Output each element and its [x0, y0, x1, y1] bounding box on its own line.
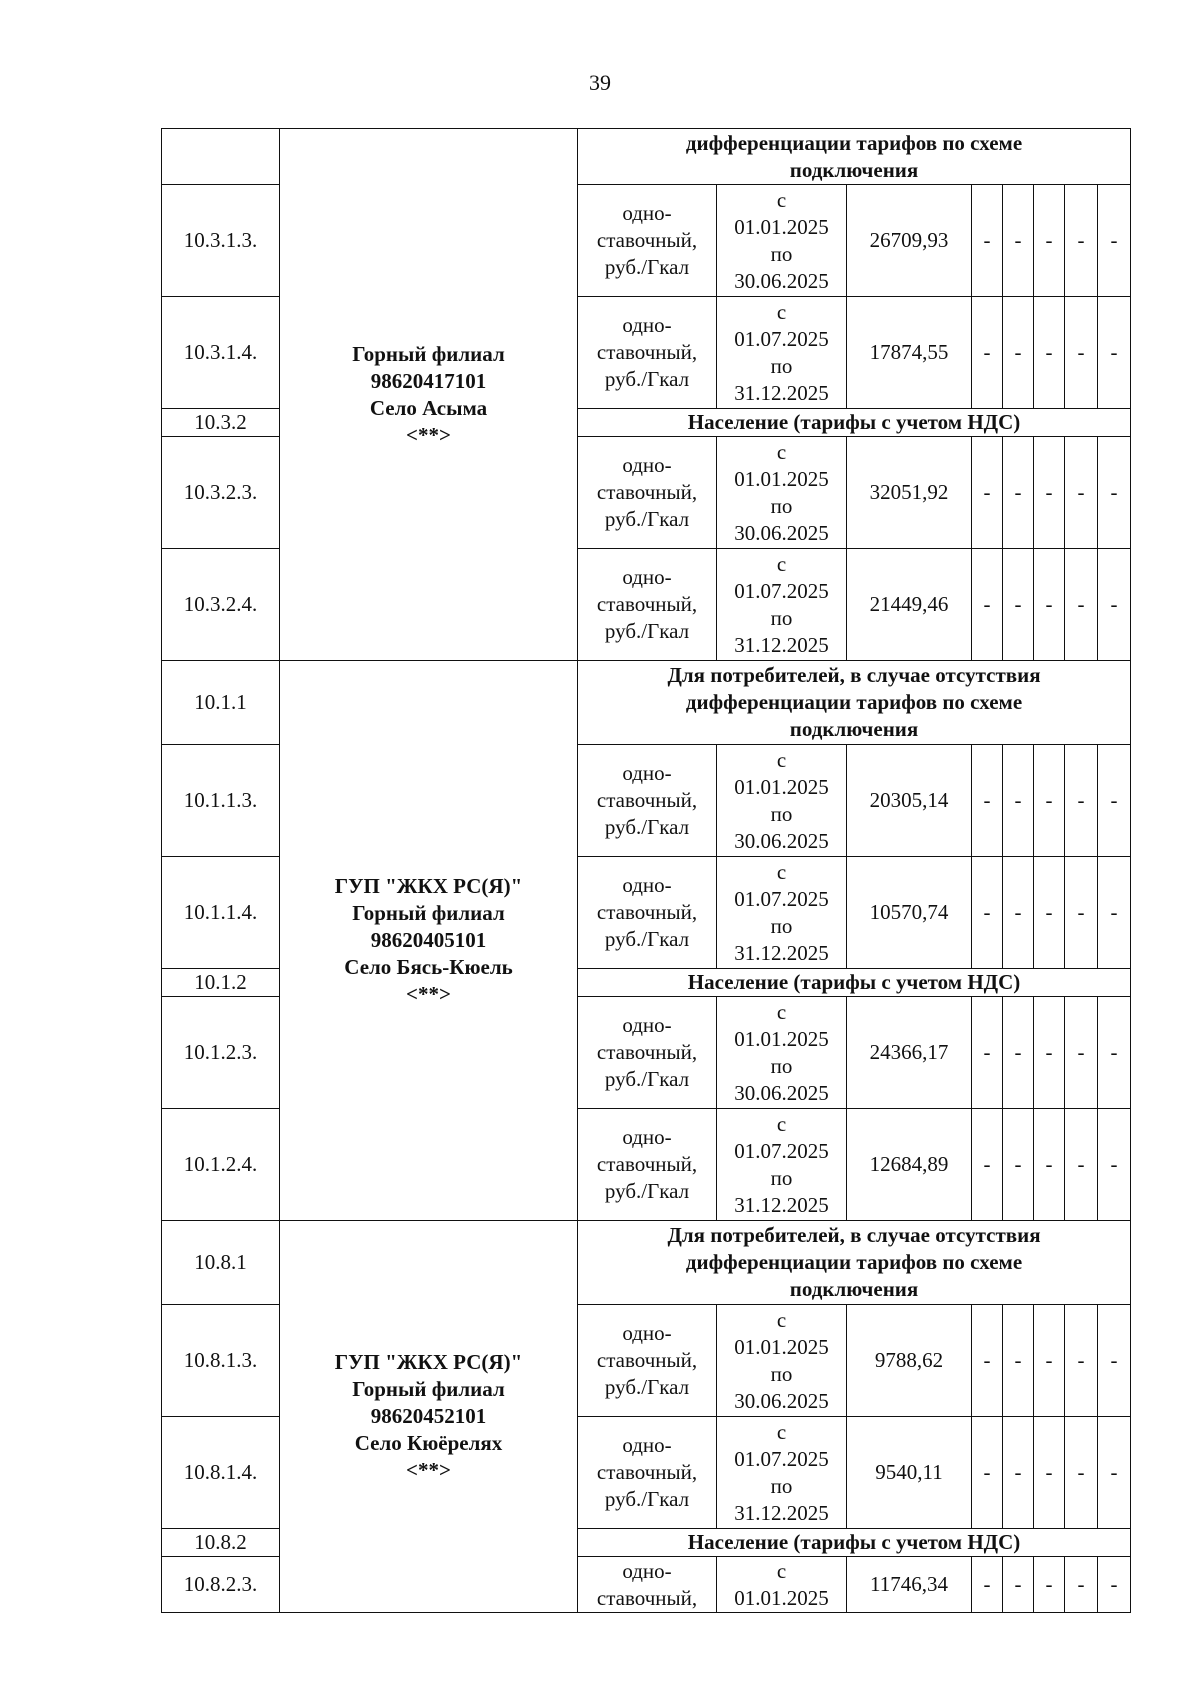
tariff-value: 21449,46: [847, 549, 972, 661]
empty-value-cell: -: [1003, 1305, 1034, 1417]
row-code: [162, 129, 280, 185]
tariff-kind: одно-ставочный,: [578, 1557, 717, 1613]
period-line: по: [770, 1473, 793, 1498]
section-heading: Население (тарифы с учетом НДС): [578, 409, 1131, 437]
tariff-period: [717, 437, 847, 549]
period-line: 30.06.2025: [734, 828, 829, 853]
row-code: 10.1.1.4.: [162, 857, 280, 969]
empty-value-cell: -: [1065, 997, 1098, 1109]
tariff-kind: одно-ставочный, руб./Гкал: [578, 185, 717, 297]
empty-value-cell: -: [1034, 297, 1065, 409]
tariff-kind: одно-ставочный, руб./Гкал: [578, 1417, 717, 1529]
tariff-value: 20305,14: [847, 745, 972, 857]
empty-value-cell: -: [1034, 1417, 1065, 1529]
empty-value-cell: -: [1065, 549, 1098, 661]
row-code: 10.1.2: [162, 969, 280, 997]
row-code: 10.3.2.4.: [162, 549, 280, 661]
empty-value-cell: -: [972, 1109, 1003, 1221]
period-line: по: [770, 1165, 793, 1190]
row-code: 10.8.1.4.: [162, 1417, 280, 1529]
empty-value-cell: -: [972, 185, 1003, 297]
row-code: 10.1.2.4.: [162, 1109, 280, 1221]
period-line: с: [776, 1558, 787, 1583]
empty-value-cell: -: [1098, 437, 1131, 549]
tariff-value: 32051,92: [847, 437, 972, 549]
tariff-kind: одно-ставочный, руб./Гкал: [578, 997, 717, 1109]
tariff-kind: одно-ставочный, руб./Гкал: [578, 745, 717, 857]
period-line: 01.01.2025: [734, 1026, 829, 1051]
row-code: 10.3.1.3.: [162, 185, 280, 297]
tariff-kind: одно-ставочный, руб./Гкал: [578, 297, 717, 409]
row-code: 10.3.2: [162, 409, 280, 437]
empty-value-cell: -: [1098, 185, 1131, 297]
organization-line: Село Кюёрелях: [354, 1431, 503, 1455]
empty-value-cell: -: [1098, 1557, 1131, 1613]
tariff-period: [717, 1305, 847, 1417]
empty-value-cell: -: [1034, 437, 1065, 549]
period-line: 01.07.2025: [734, 1138, 829, 1163]
empty-value-cell: -: [972, 297, 1003, 409]
organization-line: Горный филиал: [352, 1377, 505, 1401]
empty-value-cell: -: [1098, 297, 1131, 409]
row-code: 10.1.1.3.: [162, 745, 280, 857]
period-line: 31.12.2025: [734, 940, 829, 965]
organization-line: 98620417101: [370, 368, 487, 393]
empty-value-cell: -: [1034, 549, 1065, 661]
row-code: 10.3.1.4.: [162, 297, 280, 409]
tariff-kind: одно-ставочный, руб./Гкал: [578, 1305, 717, 1417]
tariff-kind: одно-ставочный, руб./Гкал: [578, 857, 717, 969]
empty-value-cell: -: [1098, 857, 1131, 969]
empty-value-cell: -: [1098, 1417, 1131, 1529]
period-line: по: [770, 1361, 793, 1386]
empty-value-cell: -: [1034, 997, 1065, 1109]
empty-value-cell: -: [1003, 745, 1034, 857]
empty-value-cell: -: [972, 997, 1003, 1109]
organization-line: ГУП "ЖКХ РС(Я)": [334, 874, 523, 898]
tariff-kind: одно-ставочный, руб./Гкал: [578, 549, 717, 661]
period-line: 01.01.2025: [734, 1334, 829, 1359]
empty-value-cell: -: [1065, 745, 1098, 857]
empty-value-cell: -: [1003, 1417, 1034, 1529]
period-line: 01.01.2025: [734, 774, 829, 799]
tariff-period: [717, 1109, 847, 1221]
empty-value-cell: -: [1098, 1305, 1131, 1417]
empty-value-cell: -: [1003, 1557, 1034, 1613]
organization-cell: [280, 661, 578, 1221]
period-line: с: [776, 1111, 787, 1136]
period-line: 30.06.2025: [734, 520, 829, 545]
period-line: 01.01.2025: [734, 466, 829, 491]
empty-value-cell: -: [1065, 857, 1098, 969]
tariff-period: [717, 745, 847, 857]
organization-line: Горный филиал: [352, 341, 505, 366]
empty-value-cell: -: [972, 549, 1003, 661]
section-heading: дифференциации тарифов по схеме подключения: [578, 129, 1131, 185]
period-line: 31.12.2025: [734, 1192, 829, 1217]
empty-value-cell: -: [1034, 745, 1065, 857]
empty-value-cell: -: [972, 1417, 1003, 1529]
period-line: 30.06.2025: [734, 268, 829, 293]
empty-value-cell: -: [1003, 185, 1034, 297]
tariff-value: 9788,62: [847, 1305, 972, 1417]
organization-line: 98620452101: [370, 1404, 487, 1428]
tariff-period: [717, 549, 847, 661]
row-code: 10.8.1: [162, 1221, 280, 1305]
organization-line: <**>: [406, 422, 451, 447]
tariff-period: [717, 185, 847, 297]
tariff-period: [717, 1417, 847, 1529]
period-line: по: [770, 493, 793, 518]
section-row: [162, 129, 1131, 185]
period-line: с: [776, 859, 787, 884]
period-line: 01.01.2025: [734, 214, 829, 239]
period-line: по: [770, 605, 793, 630]
row-code: 10.1.2.3.: [162, 997, 280, 1109]
tariff-period: [717, 857, 847, 969]
empty-value-cell: -: [972, 1557, 1003, 1613]
section-heading: Для потребителей, в случае отсутствия дифференциации тарифов по схеме подключения: [578, 661, 1131, 745]
empty-value-cell: -: [972, 1305, 1003, 1417]
empty-value-cell: -: [1003, 297, 1034, 409]
tariff-kind: одно-ставочный, руб./Гкал: [578, 437, 717, 549]
period-line: 30.06.2025: [734, 1080, 829, 1105]
tariff-value: 11746,34: [847, 1557, 972, 1613]
empty-value-cell: -: [1065, 297, 1098, 409]
section-row: [162, 1221, 1131, 1305]
tariff-period: [717, 297, 847, 409]
empty-value-cell: -: [1065, 1417, 1098, 1529]
organization-line: ГУП "ЖКХ РС(Я)": [334, 1350, 523, 1374]
empty-value-cell: -: [1098, 997, 1131, 1109]
period-line: по: [770, 241, 793, 266]
period-line: по: [770, 913, 793, 938]
organization-cell: [280, 129, 578, 661]
period-line: 31.12.2025: [734, 380, 829, 405]
organization-line: 98620405101: [370, 928, 487, 952]
period-line: по: [770, 353, 793, 378]
section-heading: Население (тарифы с учетом НДС): [578, 969, 1131, 997]
period-line: 01.07.2025: [734, 886, 829, 911]
section-heading: Население (тарифы с учетом НДС): [578, 1529, 1131, 1557]
period-line: с: [776, 747, 787, 772]
organization-cell: [280, 1221, 578, 1613]
row-code: 10.1.1: [162, 661, 280, 745]
empty-value-cell: -: [1065, 1305, 1098, 1417]
period-line: по: [770, 1053, 793, 1078]
period-line: 30.06.2025: [734, 1388, 829, 1413]
empty-value-cell: -: [1003, 549, 1034, 661]
empty-value-cell: -: [1034, 1305, 1065, 1417]
period-line: с: [776, 551, 787, 576]
period-line: с: [776, 187, 787, 212]
row-code: 10.3.2.3.: [162, 437, 280, 549]
tariff-value: 12684,89: [847, 1109, 972, 1221]
period-line: 01.07.2025: [734, 1446, 829, 1471]
empty-value-cell: -: [1034, 1109, 1065, 1221]
empty-value-cell: -: [1003, 437, 1034, 549]
empty-value-cell: -: [1003, 857, 1034, 969]
tariff-period: [717, 997, 847, 1109]
organization-line: Село Асыма: [369, 395, 488, 420]
tariff-table: [161, 128, 1131, 1613]
organization-line: <**>: [406, 982, 451, 1006]
period-line: с: [776, 439, 787, 464]
empty-value-cell: -: [972, 437, 1003, 549]
section-row: [162, 661, 1131, 745]
period-line: с: [776, 1307, 787, 1332]
period-line: 31.12.2025: [734, 1500, 829, 1525]
section-heading: Для потребителей, в случае отсутствия дифференциации тарифов по схеме подключения: [578, 1221, 1131, 1305]
row-code: 10.8.1.3.: [162, 1305, 280, 1417]
empty-value-cell: -: [1065, 437, 1098, 549]
empty-value-cell: -: [1034, 185, 1065, 297]
empty-value-cell: -: [1065, 1109, 1098, 1221]
period-line: с: [776, 1419, 787, 1444]
empty-value-cell: -: [1065, 1557, 1098, 1613]
organization-line: Село Бясь-Кюель: [344, 955, 513, 979]
tariff-value: 26709,93: [847, 185, 972, 297]
tariff-kind: одно-ставочный, руб./Гкал: [578, 1109, 717, 1221]
empty-value-cell: -: [1003, 997, 1034, 1109]
row-code: 10.8.2.3.: [162, 1557, 280, 1613]
organization-line: Горный филиал: [352, 901, 505, 925]
tariff-value: 10570,74: [847, 857, 972, 969]
empty-value-cell: -: [1098, 1109, 1131, 1221]
page-number: 39: [589, 70, 611, 95]
empty-value-cell: -: [1065, 185, 1098, 297]
period-line: по: [770, 801, 793, 826]
empty-value-cell: -: [1034, 1557, 1065, 1613]
empty-value-cell: -: [1003, 1109, 1034, 1221]
empty-value-cell: -: [1034, 857, 1065, 969]
tariff-value: 17874,55: [847, 297, 972, 409]
period-line: 01.07.2025: [734, 326, 829, 351]
empty-value-cell: -: [1098, 549, 1131, 661]
empty-value-cell: -: [1098, 745, 1131, 857]
organization-line: <**>: [406, 1458, 451, 1482]
period-line: 31.12.2025: [734, 632, 829, 657]
period-line: с: [776, 299, 787, 324]
tariff-value: 24366,17: [847, 997, 972, 1109]
empty-value-cell: -: [972, 745, 1003, 857]
period-line: 01.07.2025: [734, 578, 829, 603]
period-line: с: [776, 999, 787, 1024]
tariff-value: 9540,11: [847, 1417, 972, 1529]
row-code: 10.8.2: [162, 1529, 280, 1557]
tariff-period: [717, 1557, 847, 1613]
period-line: 01.01.2025: [734, 1585, 829, 1610]
empty-value-cell: -: [972, 857, 1003, 969]
